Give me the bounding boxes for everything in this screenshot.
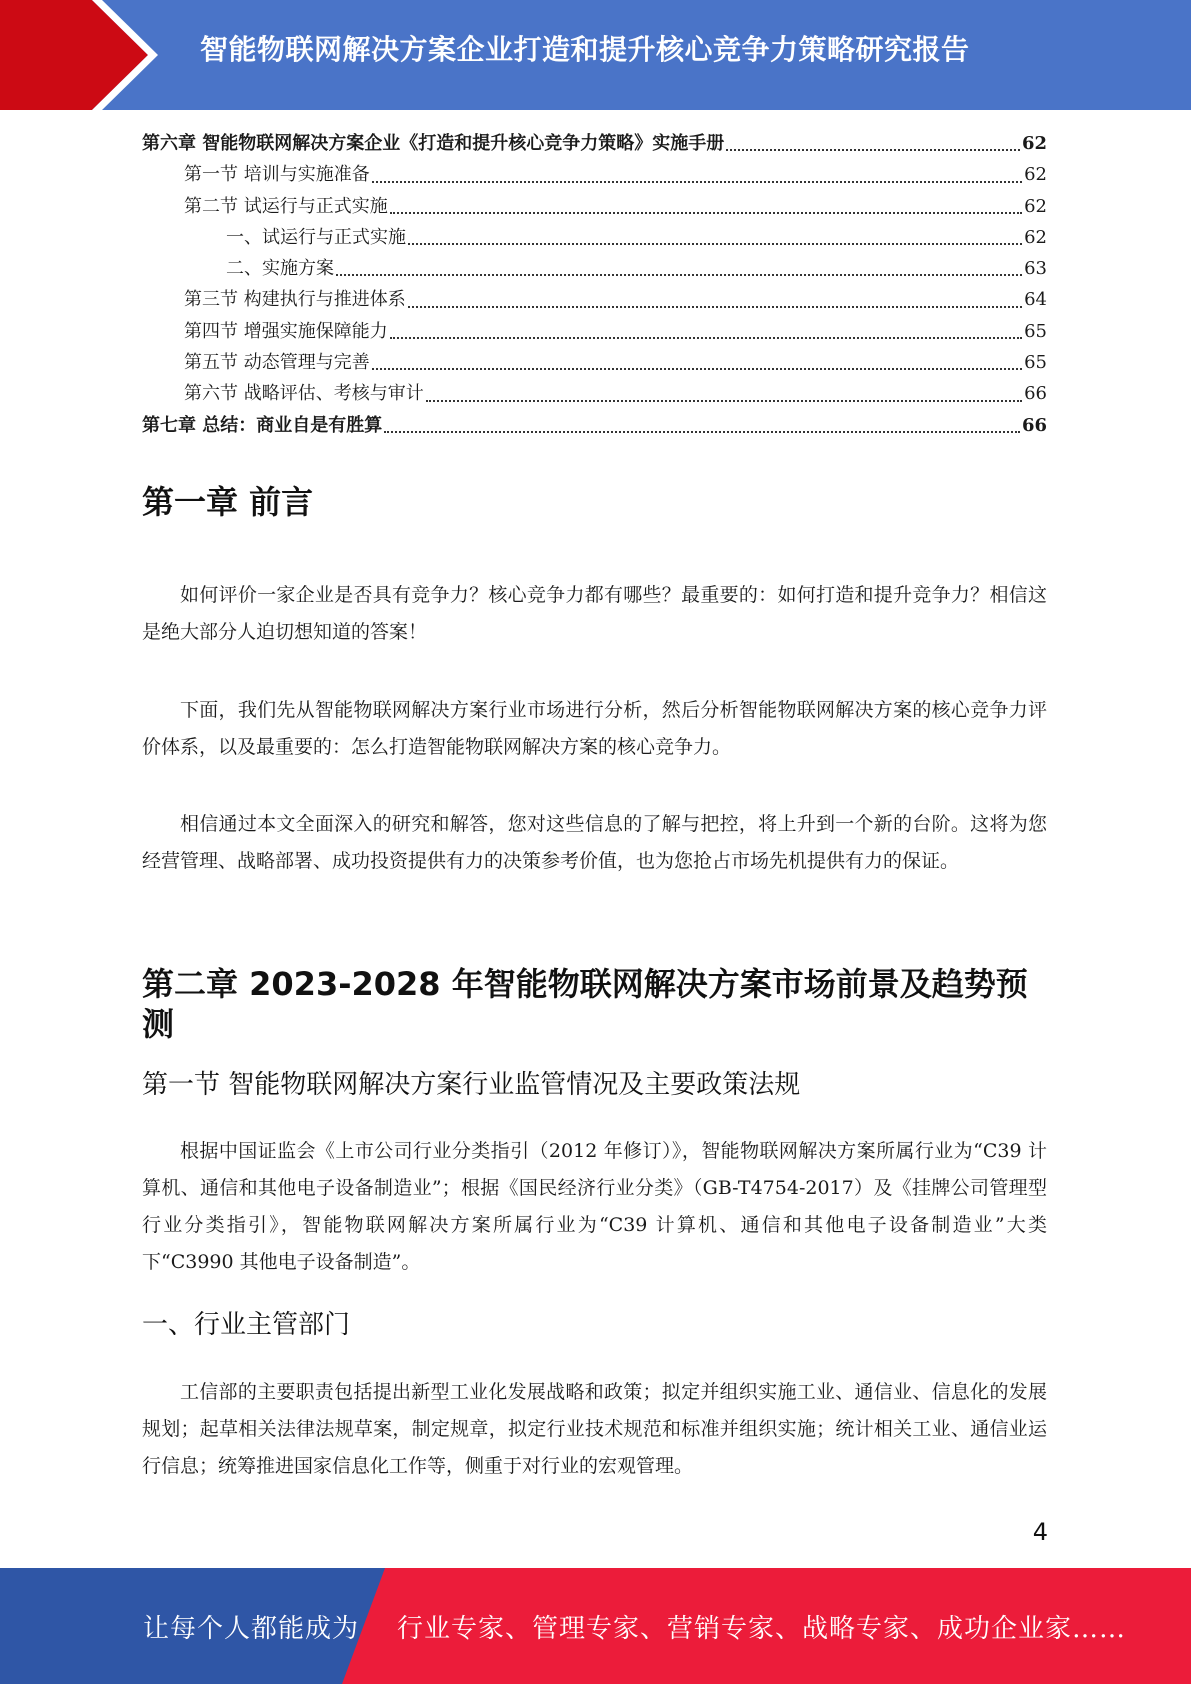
chapter-1-heading: 第一章 前言 — [142, 483, 314, 521]
toc-entry-label: 第七章 总结：商业自是有胜算 — [142, 414, 383, 436]
toc-dot-leader — [372, 367, 1022, 370]
toc-entry-label: 第三节 构建执行与推进体系 — [184, 289, 406, 311]
toc-dot-leader — [726, 148, 1020, 151]
toc-entry-page: 65 — [1024, 352, 1047, 374]
toc-entry-page: 65 — [1024, 320, 1047, 342]
toc-entry-page: 64 — [1024, 289, 1047, 311]
toc-entry-label: 一、试运行与正式实施 — [226, 226, 406, 248]
toc-entry[interactable] — [142, 284, 1047, 315]
toc-entry-page: 62 — [1024, 164, 1047, 186]
toc-entry-label: 第四节 增强实施保障能力 — [184, 320, 388, 342]
toc-entry-label: 第一节 培训与实施准备 — [184, 164, 370, 186]
toc-entry-page: 66 — [1024, 383, 1047, 405]
toc-entry[interactable] — [142, 191, 1047, 222]
toc-entry[interactable] — [142, 222, 1047, 253]
toc-entry-page: 66 — [1021, 414, 1047, 436]
footer-band — [0, 1568, 1191, 1684]
toc-dot-leader — [336, 273, 1022, 276]
chapter-2-heading: 第二章 2023-2028 年智能物联网解决方案市场前景及趋势预测 — [142, 965, 1028, 1043]
chapter-1-paragraph: 相信通过本文全面深入的研究和解答，您对这些信息的了解与把控，将上升到一个新的台阶。这将为您经营管理、战略部署、成功投资提供有力的决策参考价值，也为您抢占市场先机提供有力的保证。 — [142, 813, 1047, 872]
footer-slogan-left: 让每个人都能成为 — [143, 1614, 360, 1644]
section-1-paragraph: 根据中国证监会《上市公司行业分类指引（2012 年修订）》，智能物联网解决方案所属行业为“C39 计算机、通信和其他电子设备制造业”；根据《国民经济行业分类》（GB-T4754-2017）及《挂牌公司管理型行业分类指引》，智能物联网解决方案所属行业为“C39 计算机、通信和其他电子设备制造业”大类下“C3990 其他电子设备制造”。 — [142, 1140, 1047, 1273]
toc-dot-leader — [426, 399, 1022, 402]
toc-entry[interactable] — [142, 316, 1047, 347]
table-of-contents — [142, 128, 1047, 441]
toc-dot-leader — [390, 211, 1022, 214]
toc-entry-page: 62 — [1024, 226, 1047, 248]
toc-entry[interactable] — [142, 253, 1047, 284]
toc-entry-page: 62 — [1024, 195, 1047, 217]
toc-dot-leader — [408, 305, 1022, 308]
toc-entry[interactable] — [142, 128, 1047, 159]
chapter-1-paragraph: 下面，我们先从智能物联网解决方案行业市场进行分析，然后分析智能物联网解决方案的核心竞争力评价体系，以及最重要的：怎么打造智能物联网解决方案的核心竞争力。 — [142, 699, 1047, 758]
toc-dot-leader — [372, 180, 1022, 183]
section-1-heading: 第一节 智能物联网解决方案行业监管情况及主要政策法规 — [142, 1070, 801, 1100]
toc-entry-label: 第六章 智能物联网解决方案企业《打造和提升核心竞争力策略》实施手册 — [142, 133, 725, 154]
toc-entry-label: 第二节 试运行与正式实施 — [184, 195, 388, 217]
toc-dot-leader — [390, 336, 1022, 339]
toc-entry[interactable] — [142, 378, 1047, 409]
chapter-1-paragraph: 如何评价一家企业是否具有竞争力？核心竞争力都有哪些？最重要的：如何打造和提升竞争力？相信这是绝大部分人迫切想知道的答案！ — [142, 584, 1047, 643]
page-number: 4 — [1032, 1518, 1048, 1546]
toc-entry-label: 二、实施方案 — [226, 258, 334, 280]
subsection-1-paragraph: 工信部的主要职责包括提出新型工业化发展战略和政策；拟定并组织实施工业、通信业、信息化的发展规划；起草相关法律法规草案，制定规章，拟定行业技术规范和标准并组织实施；统计相关工业、通信业运行信息；统筹推进国家信息化工作等，侧重于对行业的宏观管理。 — [142, 1381, 1047, 1477]
toc-entry-label: 第六节 战略评估、考核与审计 — [184, 383, 424, 405]
subsection-1-heading: 一、行业主管部门 — [142, 1310, 351, 1340]
toc-dot-leader — [384, 430, 1020, 433]
footer-slogan-right: 行业专家、管理专家、营销专家、战略专家、成功企业家…… — [397, 1614, 1127, 1644]
toc-entry-page: 63 — [1024, 258, 1047, 280]
toc-entry[interactable] — [142, 159, 1047, 190]
toc-entry[interactable] — [142, 410, 1047, 441]
toc-entry-label: 第五节 动态管理与完善 — [184, 352, 370, 374]
toc-entry[interactable] — [142, 347, 1047, 378]
toc-dot-leader — [408, 242, 1022, 245]
header-band — [0, 0, 1191, 110]
toc-entry-page: 62 — [1021, 133, 1047, 154]
page-content — [142, 128, 1047, 441]
report-title: 智能物联网解决方案企业打造和提升核心竞争力策略研究报告 — [200, 33, 970, 66]
header-arrow-decoration — [0, 0, 160, 110]
